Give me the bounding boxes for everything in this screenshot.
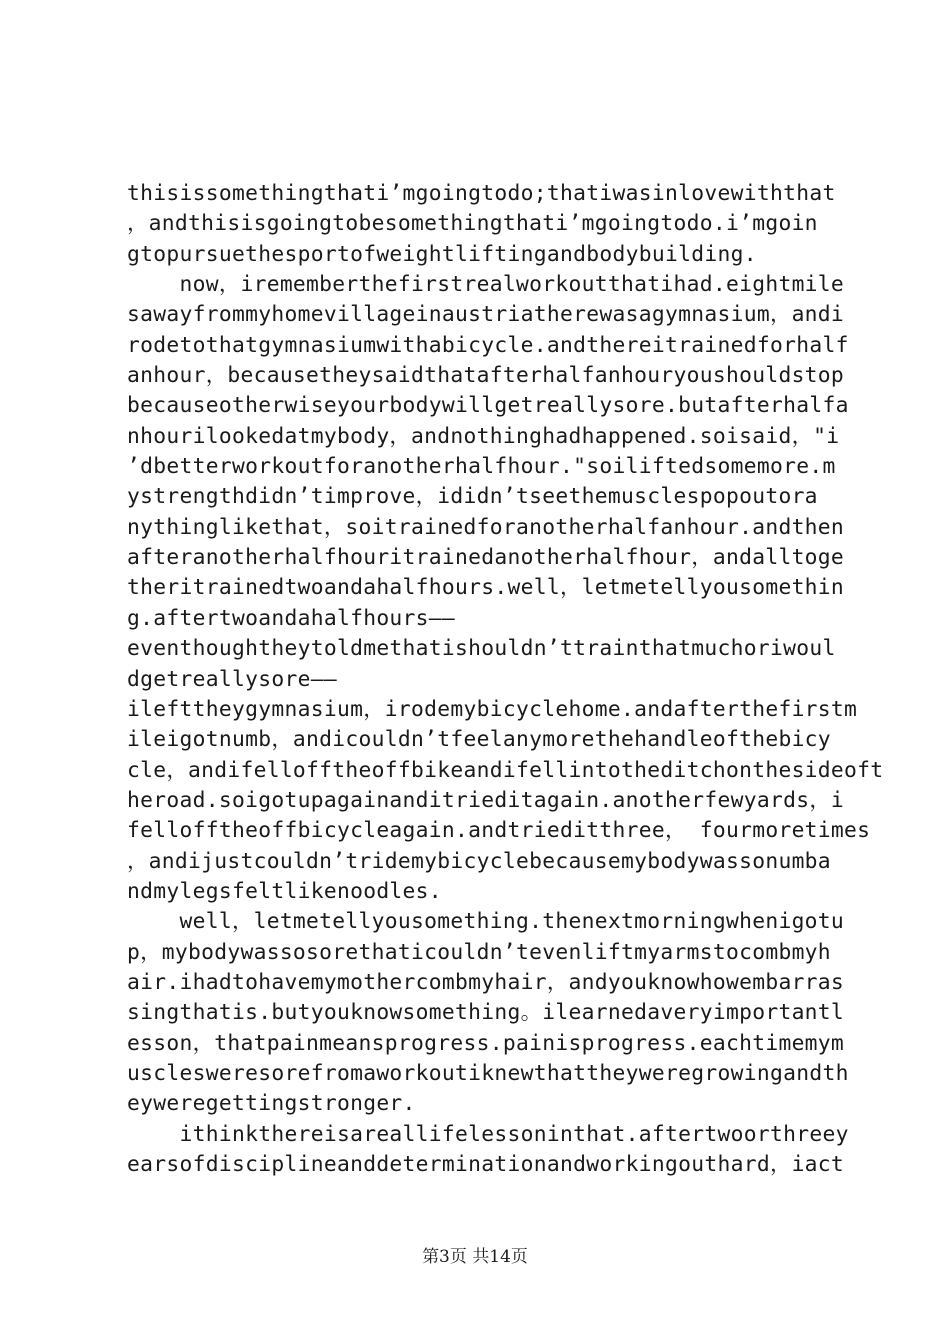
text-line: eyweregettingstronger. — [127, 1091, 416, 1117]
page-number-footer: 第3页 共14页 — [422, 1247, 528, 1267]
text-line: g.aftertwoandahalfhours—— — [127, 605, 456, 631]
text-line: nythinglikethat，soitrainedforanotherhalfanhour.andthen — [127, 514, 845, 540]
text-line: earsofdisciplineanddeterminationandworkingouthard，iact — [127, 1152, 845, 1177]
text-line: ileigotnumb，andicouldn’tfeelanymorethehandleofthebicy — [127, 727, 831, 753]
text-line: heroad.soigotupagainanditrieditagain.anotherfewyards，i — [127, 787, 845, 813]
text-line: esson，thatpainmeansprogress.painisprogress.eachtimemym — [127, 1030, 845, 1056]
text-line: ndmylegsfeltlikenoodles. — [127, 878, 442, 904]
text-line: afteranotherhalfhouritrainedanotherhalfhour，andalltoge — [127, 545, 845, 571]
text-line: ilefttheygymnasium，irodemybicyclehome.andafterthefirstm — [127, 696, 858, 722]
text-line: ，andijustcouldn’tridemybicyclebecausemybodywassonumba — [127, 848, 831, 874]
text-line: ’dbetterworkoutforanotherhalfhour."soiliftedsomemore.m — [127, 454, 836, 480]
text-line: ystrengthdidn’timprove，ididn’tseethemusclespopoutora — [127, 484, 818, 510]
text-line: anhour，becausetheysaidthatafterhalfanhouryoushouldstop — [127, 363, 845, 389]
text-line: air.ihadtohavemymothercombmyhair，andyouknowhowembarras — [127, 969, 845, 995]
text-line: ithinkthereisareallifelessoninthat.aftertwoorthreey — [127, 1121, 849, 1147]
text-line: gtopursuethesportofweightliftingandbodybuilding. — [127, 241, 757, 267]
text-line: ，andthisisgoingtobesomethingthati’mgoingtodo.i’mgoin — [127, 211, 818, 237]
text-line: thisissomethingthati’mgoingtodo;thatiwasinlovewiththat — [127, 181, 836, 206]
text-line: fellofftheoffbicycleagain.andtrieditthree， fourmoretimes — [127, 818, 871, 844]
body-text — [127, 179, 884, 1180]
text-line: sawayfrommyhomevillageinaustriatherewasagymnasium，andi — [127, 302, 845, 328]
text-line: now，irememberthefirstrealworkoutthatihad.eightmile — [127, 272, 845, 298]
text-line: singthatis.butyouknowsomething。ilearnedaveryimportantl — [127, 1000, 845, 1026]
text-line: eventhoughtheytoldmethatishouldn’ttrainthatmuchoriwoul — [127, 636, 836, 662]
text-line: p，mybodywassosorethaticouldn’tevenliftmyarmstocombmyh — [127, 939, 831, 965]
text-line: theritrainedtwoandahalfhours.well，letmetellyousomethin — [127, 575, 845, 601]
text-line: rodetothatgymnasiumwithabicycle.andthereitrainedforhalf — [127, 332, 849, 358]
text-line: dgetreallysore—— — [127, 666, 337, 692]
text-line: nhourilookedatmybody，andnothinghadhappened.soisaid，"i — [127, 423, 840, 449]
text-line: cle，andifellofftheoffbikeandifellintotheditchonthesideoft — [127, 757, 884, 783]
text-line: usclesweresorefromaworkoutiknewthattheyweregrowingandth — [127, 1060, 849, 1086]
text-line: well，letmetellyousomething.thenextmorningwhenigotu — [127, 909, 845, 935]
text-line: becauseotherwiseyourbodywillgetreallysore.butafterhalfa — [127, 393, 849, 419]
